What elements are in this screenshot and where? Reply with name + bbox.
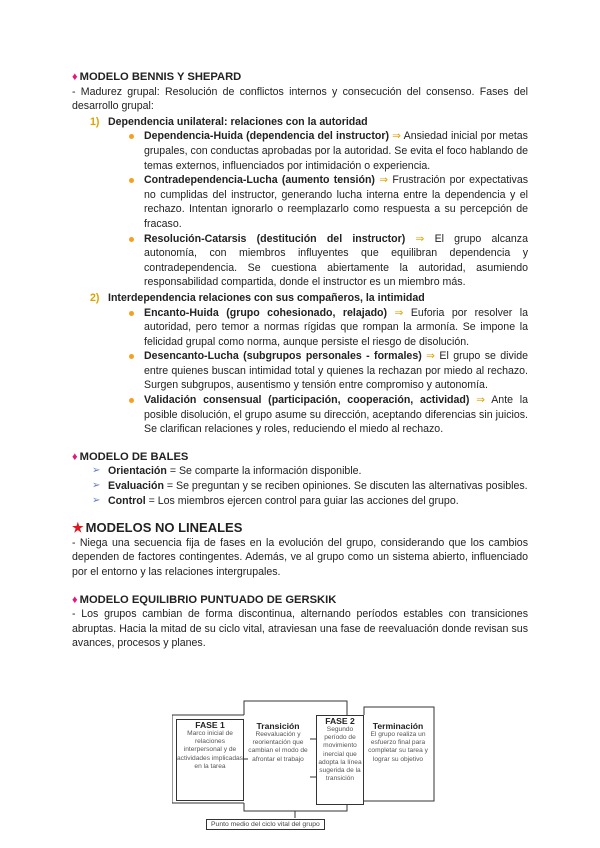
list-item: Dependencia-Huida (dependencia del instructor) ⇒ Ansiedad inicial por metas grupales, con conductas aprobadas por la autoridad. Se evita el foco hablando de temas externos, influenciados por intimidación o experiencia. xyxy=(72,129,528,173)
bullet-icon xyxy=(129,311,134,316)
arrow-right-icon: ⇒ xyxy=(379,174,389,187)
list-item: ➢ Evaluación = Se preguntan y se reciben opiniones. Se discuten las alternativas posibles. xyxy=(92,480,528,493)
nolineales-text: - Niega una secuencia fija de fases en la evolución del grupo, considerando que los cambios dependen de factores contingentes. Además, ve al grupo como un sistema abierto, influenciado por el entorno y las relaciones intergrupales. xyxy=(72,536,528,578)
diagram-caption: Punto medio del ciclo vital del grupo xyxy=(206,819,325,830)
arrowhead-icon: ➢ xyxy=(92,465,101,477)
arrow-right-icon: ⇒ xyxy=(476,394,486,407)
diamond-icon: ♦ xyxy=(72,71,78,83)
list-item: ➢ Orientación = Se comparte la información disponible. xyxy=(92,465,362,478)
phase-1-heading: 1) Dependencia unilateral: relaciones con la autoridad xyxy=(90,115,368,128)
arrowhead-icon: ➢ xyxy=(92,480,101,492)
section-title-bales: ♦ MODELO DE BALES xyxy=(72,450,189,463)
terminacion-block: Terminación El grupo realiza un esfuerzo final para completar su tarea y lograr su objetivo xyxy=(368,721,428,763)
star-icon: ★ xyxy=(72,520,84,536)
list-item: Desencanto-Lucha (subgrupos personales - formales) ⇒ El grupo se divide entre quienes buscan intimidad total y quienes la rechazan por miedo al rechazo. Surgen subgrupos, ausentismo y tensión entre compromiso y autonomía. xyxy=(72,349,528,393)
phase-1-list xyxy=(72,129,528,290)
gerskik-text: - Los grupos cambian de forma discontinua, alternando períodos estables con transiciones abruptas. Hacia la mitad de su ciclo vital, atraviesan una fase de reevaluación donde revisan sus avances, procesos y planes. xyxy=(72,608,528,650)
bullet-icon xyxy=(129,178,134,183)
arrow-right-icon: ⇒ xyxy=(426,350,436,363)
arrow-right-icon: ⇒ xyxy=(392,130,402,143)
arrow-right-icon: ⇒ xyxy=(415,232,425,245)
phase-2-heading: 2) Interdependencia relaciones con sus compañeros, la intimidad xyxy=(90,291,425,304)
bullet-icon xyxy=(129,354,134,359)
list-item: ➢ Control = Los miembros ejercen control para guiar las acciones del grupo. xyxy=(92,494,459,507)
list-item: Resolución-Catarsis (destitución del instructor) ⇒ El grupo alcanza autonomía, con miembros influyentes que equilibran dependencia y contradependencia. Se cuestiona abiertamente la autoridad, asumiendo responsabilidad compartida, donde el instructor es un miembro más. xyxy=(72,232,528,290)
bennis-intro: - Madurez grupal: Resolución de conflictos internos y consecución del consenso. Fases del desarrollo grupal: xyxy=(72,85,528,113)
list-item: Encanto-Huida (grupo cohesionado, relajado) ⇒ Euforia por resolver la autoridad, pero temor a normas rígidas que rompan la armonía. Se impone la felicidad grupal como norma, aunque persiste el riesgo de disolución. xyxy=(72,306,528,350)
diamond-icon: ♦ xyxy=(72,450,78,463)
arrow-right-icon: ⇒ xyxy=(394,306,404,319)
diamond-icon: ♦ xyxy=(72,593,78,606)
section-title-nolineales: ★ MODELOS NO LINEALES xyxy=(72,520,243,536)
bullet-icon xyxy=(129,237,134,242)
punctuated-equilibrium-diagram xyxy=(172,697,442,833)
arrowhead-icon: ➢ xyxy=(92,494,101,506)
fase-1-box: FASE 1 Marco inicial de relaciones interpersonal y de actividades implicadas en la tarea xyxy=(176,719,244,801)
section-title-gerskik: ♦ MODELO EQUILIBRIO PUNTUADO DE GERSKIK xyxy=(72,593,337,606)
bullet-icon xyxy=(129,134,134,139)
list-item: Contradependencia-Lucha (aumento tensión) ⇒ Frustración por expectativas no cumplidas del instructor, generando lucha interna entre la dependencia y el rechazo. Intentan ignorarlo o reemplazarlo como respuesta a su percepción de fracaso. xyxy=(72,173,528,231)
phase-2-list xyxy=(72,306,528,437)
bullet-icon xyxy=(129,398,134,403)
section-title-bennis: ♦ MODELO BENNIS Y SHEPARD xyxy=(72,71,242,83)
document-body xyxy=(72,70,528,651)
transicion-block: Transición Reevaluación y reorientación que cambian el modo de afrontar el trabajo xyxy=(248,721,308,763)
list-item: Validación consensual (participación, cooperación, actividad) ⇒ Ante la posible disolución, el grupo asume su dirección, aceptando diferencias sin juicios. Se clarifican relaciones y roles, reduciendo el miedo al rechazo. xyxy=(72,393,528,437)
fase-2-box: FASE 2 Segundo período de movimiento inercial que adopta la línea sugerida de la transición xyxy=(316,715,364,805)
